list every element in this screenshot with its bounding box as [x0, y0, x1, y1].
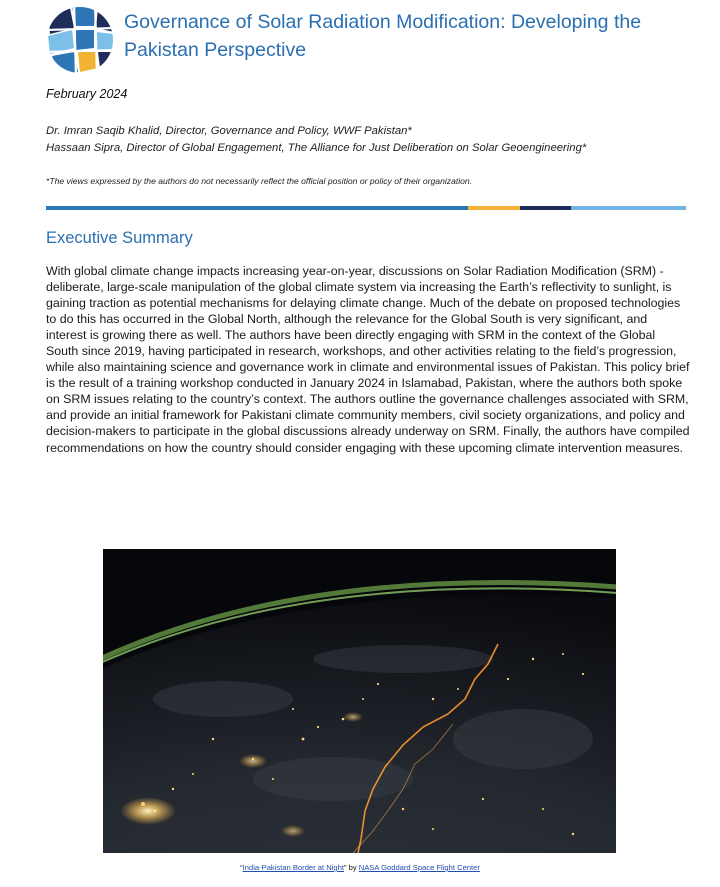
divider-segment — [46, 206, 468, 210]
section-heading: Executive Summary — [46, 229, 193, 247]
section-divider — [46, 206, 686, 210]
image-credit-link[interactable]: NASA Goddard Space Flight Center — [358, 863, 480, 872]
image-title-link[interactable]: India-Pakistan Border at Night — [242, 863, 344, 872]
figure-caption — [0, 863, 720, 872]
executive-summary-text: With global climate change impacts increasing year-on-year, discussions on Solar Radiation Modification (SRM) - deliberate, large-scale manipulation of the global climate system via increasing the Earth’s reflectivity to sunlight, is gaining traction as potential mechanisms for delaying climate change. Much of the debate on proposed technologies to do this has occurred in the Global North, although the relevance for the Global South is very significant, and interest is growing there as well. The authors have been directly engaging with SRM in the context of the Global South since 2019, having participated in research, workshops, and other activities relating to the field’s progression, while also maintaining science and governance work in climate and environmental issues of Pakistan. This policy brief is the result of a training workshop conducted in January 2024 in Islamabad, Pakistan, where the authors both spoke on SRM issues relating to the country’s context. The authors outline the governance challenges associated with SRM, and provide an initial framework for Pakistani climate community members, civil society organizations, and policy and decision-makers to participate in the global discussions already underway on SRM. Finally, the authors have compiled recommendations on how the country should consider engaging with these upcoming climate intervention measures. — [46, 264, 690, 455]
divider-segment — [520, 206, 571, 210]
divider-segment — [571, 206, 686, 210]
divider-segment — [468, 206, 519, 210]
author-line: Dr. Imran Saqib Khalid, Director, Governance and Policy, WWF Pakistan* — [46, 125, 412, 137]
author-list — [46, 123, 706, 156]
document-title: Governance of Solar Radiation Modification: Developing the Pakistan Perspective — [124, 11, 642, 61]
disclaimer-note: *The views expressed by the authors do not necessarily reflect the official position or policy of their organization. — [46, 176, 473, 186]
caption-quote: “ — [240, 863, 243, 872]
author-line: Hassaan Sipra, Director of Global Engagement, The Alliance for Just Deliberation on Solar Geoengineering* — [46, 141, 587, 154]
organization-logo — [44, 2, 116, 76]
publication-date: February 2024 — [46, 87, 128, 101]
earth-at-night-photo — [103, 549, 616, 853]
globe-logo-icon — [44, 2, 116, 76]
caption-by-text: ” by — [343, 863, 359, 872]
